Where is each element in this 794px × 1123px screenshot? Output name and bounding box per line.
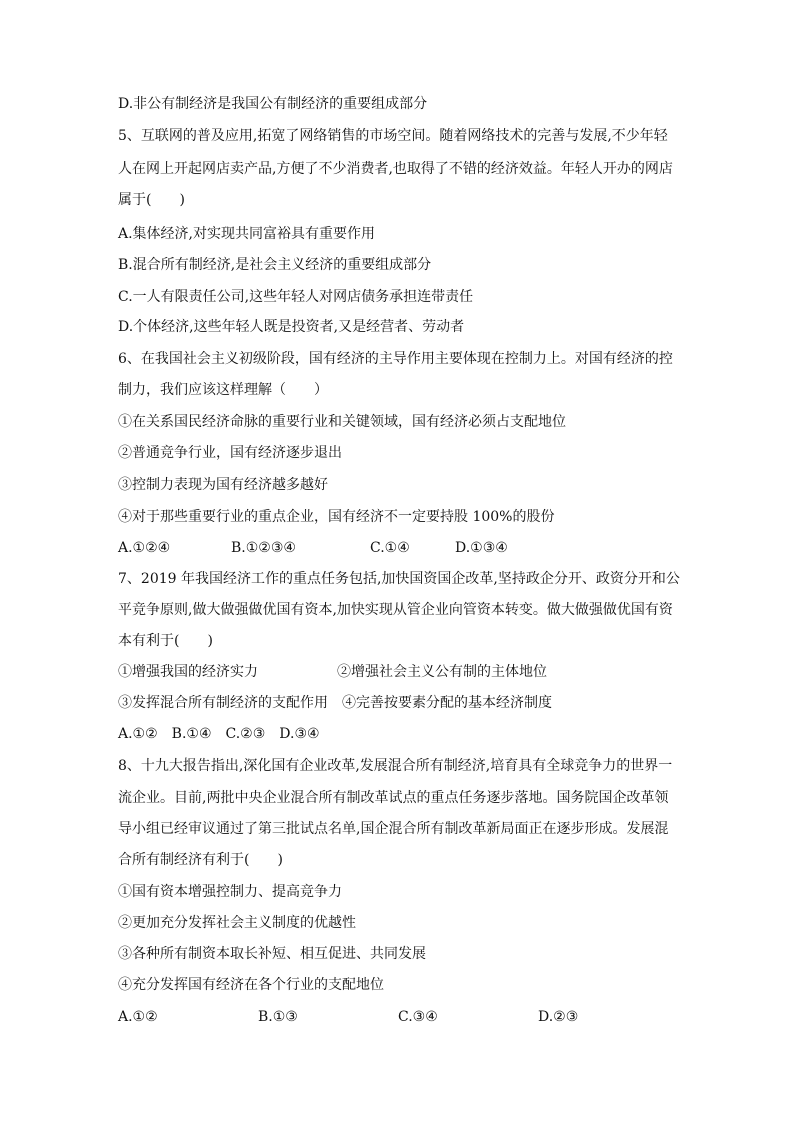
q5-stem-line-3: 属于( )	[118, 192, 185, 208]
q7-statement-1: ①增强我国的经济实力	[118, 664, 258, 680]
q6-option-c: C.①④	[370, 540, 410, 556]
q8-option-d: D.②③	[538, 1009, 579, 1025]
q6-option-d: D.①③④	[455, 540, 508, 556]
q8-stem-line-1: 8、十九大报告指出,深化国有企业改革,发展混合所有制经济,培育具有全球竞争力的世界一	[118, 758, 673, 774]
q5-option-a: A.集体经济,对实现共同富裕具有重要作用	[118, 226, 376, 242]
q7-stem-line-1: 7、2019 年我国经济工作的重点任务包括,加快国资国企改革,坚持政企分开、政资分开和公	[118, 571, 680, 587]
q8-stem-line-4: 合所有制经济有利于( )	[118, 852, 283, 868]
q7-stem-line-2: 平竞争原则,做大做强做优国有资本,加快实现从管企业向管资本转变。做大做强做优国有资	[118, 602, 673, 618]
q8-statement-2: ②更加充分发挥社会主义制度的优越性	[118, 915, 356, 931]
q5-option-d: D.个体经济,这些年轻人既是投资者,又是经营者、劳动者	[118, 319, 465, 335]
q8-option-c: C.③④	[398, 1009, 438, 1025]
q5-stem-line-2: 人在网上开起网店卖产品,方便了不少消费者,也取得了不错的经济效益。年轻人开办的网店	[118, 161, 673, 177]
q7-stem-line-3: 本有利于( )	[118, 633, 213, 649]
q6-stem-line-2: 制力，我们应该这样理解（ ）	[118, 382, 328, 398]
q8-statement-4: ④充分发挥国有经济在各个行业的支配地位	[118, 977, 384, 993]
q6-option-b: B.①②③④	[231, 540, 296, 556]
q6-option-a: A.①②④	[118, 540, 171, 556]
q8-stem-line-2: 流企业。目前,两批中央企业混合所有制改革试点的重点任务逐步落地。国务院国企改革领	[118, 790, 669, 806]
q8-statement-3: ③各种所有制资本取长补短、相互促进、共同发展	[118, 946, 426, 962]
q6-stem-line-1: 6、在我国社会主义初级阶段，国有经济的主导作用主要体现在控制力上。对国有经济的控	[118, 351, 673, 367]
q5-option-c: C.一人有限责任公司,这些年轻人对网店债务承担连带责任	[118, 289, 474, 305]
q6-statement-1: ①在关系国民经济命脉的重要行业和关键领域，国有经济必须占支配地位	[118, 414, 566, 430]
q6-statement-4: ④对于那些重要行业的重点企业，国有经济不一定要持股 100%的股份	[118, 509, 555, 525]
q7-statements-3-4: ③发挥混合所有制经济的支配作用 ④完善按要素分配的基本经济制度	[118, 695, 552, 711]
q8-option-a: A.①②	[118, 1009, 158, 1025]
q6-statement-3: ③控制力表现为国有经济越多越好	[118, 477, 328, 493]
q8-option-b: B.①③	[258, 1009, 298, 1025]
q5-option-b: B.混合所有制经济,是社会主义经济的重要组成部分	[118, 257, 432, 273]
q8-stem-line-3: 导小组已经审议通过了第三批试点名单,国企混合所有制改革新局面正在逐步形成。发展混	[118, 821, 669, 837]
q7-options: A.①② B.①④ C.②③ D.③④	[118, 726, 320, 742]
q6-statement-2: ②普通竞争行业，国有经济逐步退出	[118, 445, 342, 461]
q5-stem-line-1: 5、互联网的普及应用,拓宽了网络销售的市场空间。随着网络技术的完善与发展,不少年轻	[118, 128, 668, 144]
q8-statement-1: ①国有资本增强控制力、提高竞争力	[118, 884, 342, 900]
q7-statement-2: ②增强社会主义公有制的主体地位	[337, 664, 547, 680]
q4-option-d: D.非公有制经济是我国公有制经济的重要组成部分	[118, 96, 428, 112]
